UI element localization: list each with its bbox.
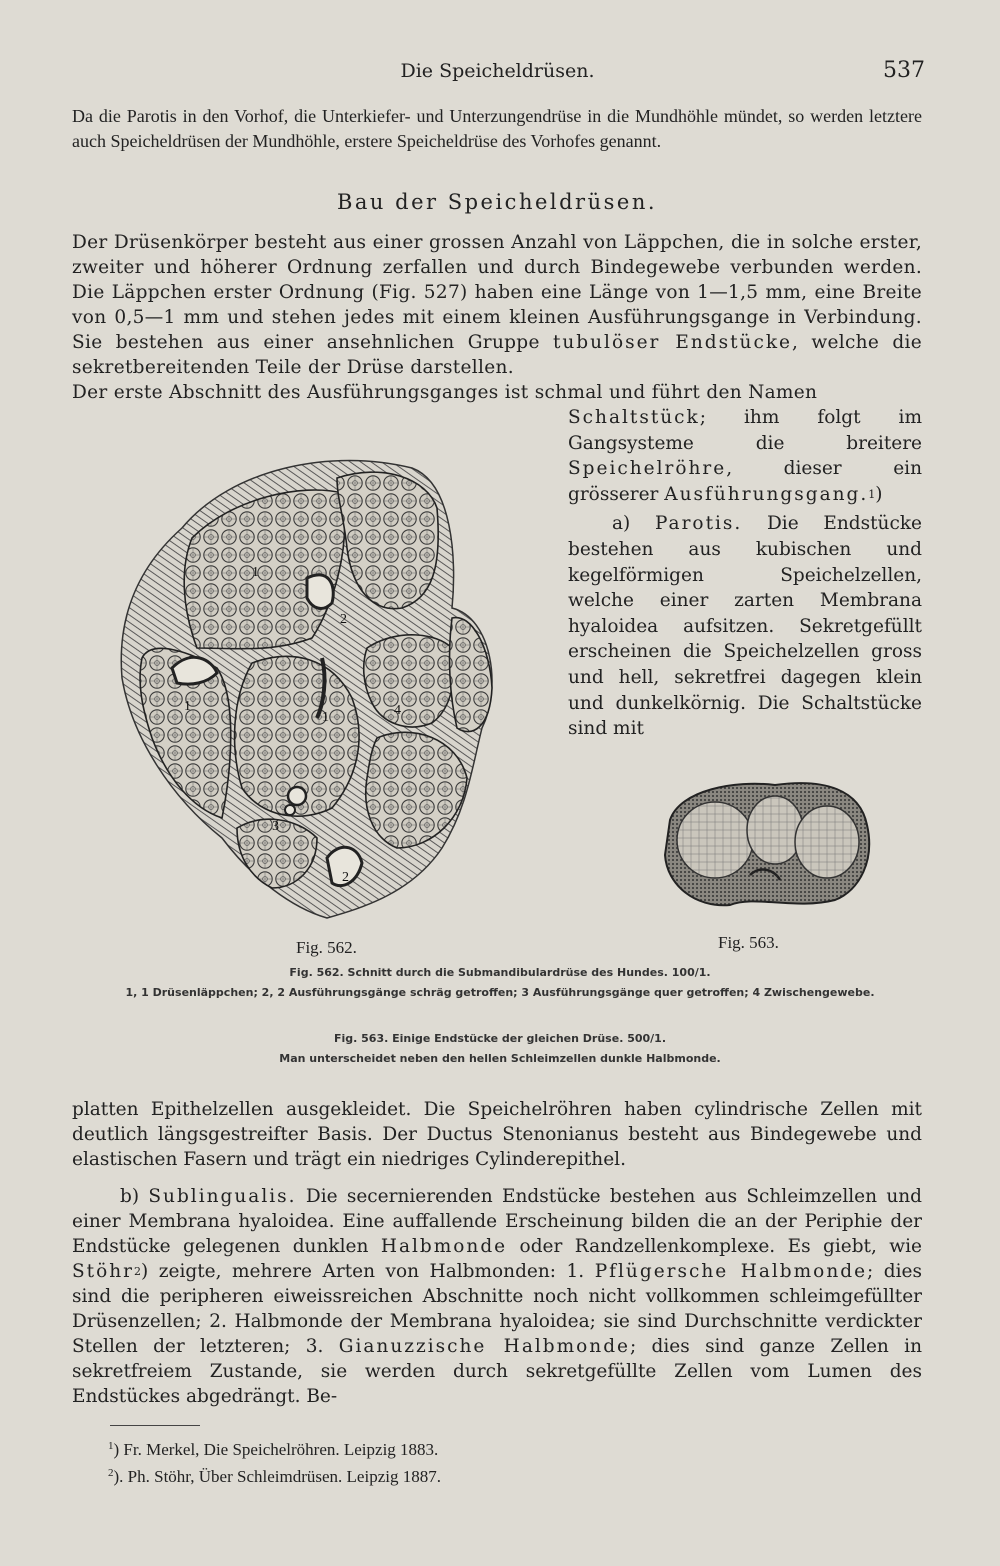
footnote-ref-1: 1 [868,487,876,501]
body1-text-c: , welche die sekretbereitenden Teile der Drüse darstellen. [72,332,922,378]
term-ausfuehrungsgang: Ausführungsgang. [664,483,869,505]
fig-562-mark: 1 [184,699,191,714]
fig-562-caption: Fig. 562. Schnitt durch die Submandibulardrüse des Hundes. 100/1. [289,966,711,979]
fig-562-mark: 1 [322,710,329,725]
body-paragraph-2: platten Epithelzellen ausgekleidet. Die Speichelröhren haben cylindrische Zellen mit deutlich längsgestreifter Basis. Der Ductus Stenonianus besteht aus Bindegewebe und elastischen Fasern und trägt ein niedriges Cylinderepithel. [72,1099,922,1170]
term-halbmonde: Halbmonde [380,1236,508,1257]
term-parotis: Parotis. [654,513,743,535]
sublingualis-paragraph [72,1184,922,1409]
term-gianuzzische-halbmonde: Gianuzzische Halbmonde [338,1336,630,1357]
fig-562-duct-cross-section [288,787,306,805]
fig-562-mark: 2 [340,612,347,627]
footnote-divider [110,1425,200,1426]
footnote-text: ). Ph. Stöhr, Über Schleimdrüsen. Leipzig 1887. [113,1467,441,1486]
page-header [70,58,925,88]
fig-562-illustration [112,438,512,928]
parotis-enum: a) [612,513,655,535]
sublingualis-text-c: Die secernierenden Endstücke bestehen aus Schleimzellen und einer Membrana hyaloidea. Eine auffallende Erscheinung bilden die an der Periphie der Endstücke gelegenen dunklen [72,1186,922,1257]
footnote-1 [108,1440,438,1460]
page-number: 537 [883,58,925,83]
right-column-text [568,405,922,742]
body1-text-d: Der erste Abschnitt des Ausführungsganges ist schmal und führt den Namen [72,382,818,403]
right-text-e-close: ) [875,483,883,505]
fig-562-mark: 4 [394,703,401,718]
body-paragraph-1 [72,230,922,405]
fig-563-label: Fig. 563. [718,933,779,952]
fig-563-caption: Fig. 563. Einige Endstücke der gleichen Drüse. 500/1. [333,1032,667,1045]
term-speichelroehre: Speichelröhre [568,458,727,480]
sublingualis-text-k: ; dies sind ganze Zellen in sekretfreiem Zustande, sie werden durch sekretgefüllte Zellen vom Lumen des Endstückes abgedrängt. Be- [72,1336,922,1407]
running-title: Die Speicheldrüsen. [400,60,595,82]
fig-563-legend: Man unterscheidet neben den hellen Schleimzellen dunkle Halbmonde. [279,1052,721,1065]
fig-562-legend: 1, 1 Drüsenläppchen; 2, 2 Ausführungsgänge schräg getroffen; 3 Ausführungsgänge quer getroffen; 4 Zwischengewebe. [125,986,875,999]
intro-paragraph: Da die Parotis in den Vorhof, die Unterkiefer- und Unterzungendrüse in die Mundhöhle mündet, so werden letztere auch Speicheldrüsen der Mundhöhle, erstere Speicheldrüse des Vorhofes genannt. [72,106,922,151]
parotis-paragraph [568,511,922,741]
footnote-mark: 2 [108,1467,114,1479]
term-pfluegersche-halbmonde: Pflügersche Halbmonde [594,1261,868,1282]
fig-562-duct [307,575,333,609]
parotis-text: Die Endstücke bestehen aus kubischen und kegelförmigen Speichelzellen, welche einer zarten Membrana hyaloidea aufsitzen. Sekretgefüllt erscheinen die Speichelzellen gross und hell, sekretfrei dagegen klein und dunkelkörnig. Die Schaltstücke sind mit [568,513,922,740]
fig-562-label: Fig. 562. [296,938,357,957]
term-sublingualis: Sublingualis. [148,1186,297,1207]
footnote-mark: 1 [108,1440,114,1452]
fig-562-duct-cross-section [285,805,295,815]
fig-563-acinus [747,796,803,864]
section-title: Bau der Speicheldrüsen. [336,190,658,214]
fig-563-acinus [795,806,859,878]
body1-text-a: Der Drüsenkörper besteht aus einer grossen Anzahl von Läppchen, die in solche erster, zweiter und höherer Ordnung zerfallen und durch Bindegewebe verbunden werden. Die Läppchen erster Ordnung (Fig. 527) haben eine Länge von 1—1,5 mm, eine Breite von 0,5—1 mm und stehen jedes mit einem kleinen Ausführungsgange in Verbindung. Sie bestehen aus einer ansehnlichen Gruppe [72,232,922,353]
fig-562-lobule [450,618,492,732]
sublingualis-text-e: oder Randzellenkomplexe. Es giebt, wie [507,1236,923,1257]
footnote-2 [108,1467,441,1487]
body1-term-endstuecke: tubulöser Endstücke [552,332,792,353]
fig-563-illustration [655,770,880,930]
sublingualis-text-i: ; dies sind die peripheren eiweissreichen Abschnitte noch nicht vollkommen schleimgefüllter Drüsenzellen; 2. Halbmonde der Membrana hyaloidea; sie sind Durchschnitte verdickter Stellen der letzteren; 3. [72,1261,922,1357]
fig-563-acinus [677,802,753,878]
sublingualis-enum: b) [120,1186,149,1207]
footnote-text: ) Fr. Merkel, Die Speichelröhren. Leipzig 1883. [113,1440,439,1459]
sublingualis-text-g: ) zeigte, mehrere Arten von Halbmonden: 1. [141,1261,595,1282]
fig-562-mark: 1 [252,565,259,580]
author-stoehr: Stöhr [72,1261,135,1282]
right-text-d: , dieser ein grösserer [568,458,922,505]
term-schaltstueck: Schaltstück [568,407,700,428]
footnote-ref-2: 2 [134,1265,142,1278]
right-text-b: ; ihm folgt im Gangsysteme die breitere [568,407,922,454]
fig-562-mark: 2 [342,870,349,885]
fig-562-mark: 3 [272,819,279,834]
